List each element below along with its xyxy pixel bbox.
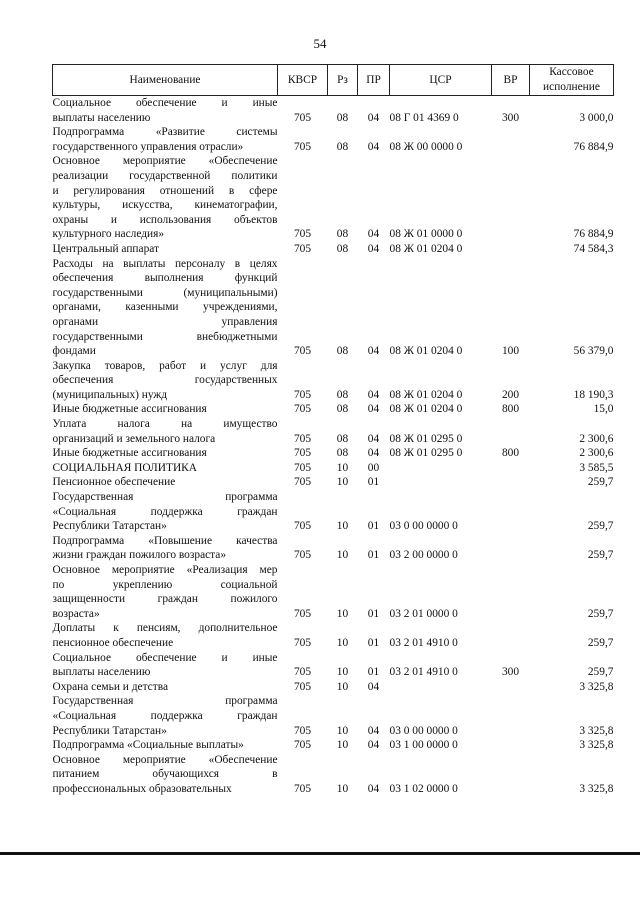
row-pr: 01 <box>367 520 380 533</box>
row-cash-execution: 259,7 <box>587 636 614 649</box>
row-name-line: органами управления <box>52 315 278 328</box>
table-row <box>53 417 614 446</box>
row-csr: 08 Ж 01 0204 0 <box>389 403 463 416</box>
row-rz: 10 <box>336 724 349 737</box>
row-name-line: выплаты населению <box>52 111 151 124</box>
row-name-line: организаций и земельного налога <box>52 432 216 445</box>
row-name-line: «Социальная поддержка граждан <box>52 709 278 722</box>
row-name-line: Социальное обеспечение и иные <box>52 651 278 664</box>
row-name <box>53 490 278 534</box>
table-row <box>53 402 614 417</box>
table-row <box>53 242 614 257</box>
row-csr: 08 Ж 01 0295 0 <box>389 432 463 445</box>
row-name-line: Республики Татарстан» <box>52 724 167 737</box>
row-pr: 04 <box>367 680 380 693</box>
row-kvsr: 705 <box>293 388 312 401</box>
row-pr: 04 <box>367 345 380 358</box>
row-vr <box>492 680 530 695</box>
row-name <box>53 694 278 738</box>
row-pr: 04 <box>367 140 380 153</box>
table-row <box>53 738 614 753</box>
row-name-line: Пенсионное обеспечение <box>52 476 176 489</box>
row-name-line: культурного наследия» <box>52 228 165 241</box>
row-rz: 08 <box>336 388 349 401</box>
row-name <box>53 475 278 490</box>
row-cash-execution: 18 190,3 <box>573 388 614 401</box>
row-csr: 03 0 00 0000 0 <box>389 724 458 737</box>
row-name <box>53 461 278 476</box>
row-kvsr: 705 <box>293 242 312 255</box>
row-name-line: Подпрограмма «Социальные выплаты» <box>52 739 244 752</box>
table-row <box>53 651 614 680</box>
row-csr: 08 Ж 00 0000 0 <box>389 140 463 153</box>
row-name <box>53 402 278 417</box>
row-name-line: профессиональных образовательных <box>52 782 232 795</box>
row-name-line: Основное мероприятие «Обеспечение <box>52 753 278 766</box>
header-csr: ЦСР <box>390 65 492 96</box>
row-kvsr: 705 <box>293 724 312 737</box>
table-row <box>53 534 614 563</box>
row-cash-execution: 74 584,3 <box>573 242 614 255</box>
row-name-line: питанием обучающихся в <box>52 768 278 781</box>
row-kvsr: 705 <box>293 403 312 416</box>
row-csr: 03 2 01 4910 0 <box>389 636 458 649</box>
row-name <box>53 738 278 753</box>
row-vr <box>492 534 530 563</box>
row-kvsr: 705 <box>293 739 312 752</box>
row-csr: 08 Ж 01 0295 0 <box>389 447 463 460</box>
row-cash-execution: 3 325,8 <box>579 724 614 737</box>
row-pr: 01 <box>367 549 380 562</box>
row-name-line: государственными (муниципальными) <box>52 286 278 299</box>
row-name <box>53 359 278 403</box>
row-rz: 10 <box>336 461 349 474</box>
row-name-line: Уплата налога на имущество <box>52 418 278 431</box>
row-cash-execution: 2 300,6 <box>579 447 614 460</box>
row-cash-execution: 2 300,6 <box>579 432 614 445</box>
row-pr: 04 <box>367 447 380 460</box>
row-pr: 00 <box>367 461 380 474</box>
header-rz: Рз <box>328 65 358 96</box>
row-name-line: охраны и использования объектов <box>52 213 278 226</box>
row-name <box>53 125 278 154</box>
row-pr: 01 <box>367 666 380 679</box>
row-rz: 08 <box>336 111 349 124</box>
report-sheet <box>52 64 613 797</box>
row-rz: 08 <box>336 447 349 460</box>
row-name-line: и регулирования отношений в сфере <box>52 184 278 197</box>
row-rz: 08 <box>336 432 349 445</box>
row-kvsr: 705 <box>293 782 312 795</box>
table-row <box>53 154 614 242</box>
row-kvsr: 705 <box>293 447 312 460</box>
row-name-line: возраста» <box>52 607 100 620</box>
row-rz: 10 <box>336 782 349 795</box>
row-cash-execution: 76 884,9 <box>573 228 614 241</box>
row-name-line: Подпрограмма «Повышение качества <box>52 534 278 547</box>
row-name-line: государственными внебюджетными <box>52 330 278 343</box>
table-row <box>53 446 614 461</box>
header-kvsr: КВСР <box>278 65 328 96</box>
row-pr: 04 <box>367 739 380 752</box>
row-name-line: Иные бюджетные ассигнования <box>52 447 207 460</box>
table-row <box>53 680 614 695</box>
row-kvsr: 705 <box>293 140 312 153</box>
row-csr: 08 Ж 01 0204 0 <box>389 388 463 401</box>
row-name <box>53 621 278 650</box>
row-name <box>53 96 278 126</box>
row-vr <box>492 753 530 797</box>
header-name: Наименование <box>53 65 278 96</box>
page-bottom-rule <box>0 852 640 855</box>
row-name-line: «Социальная поддержка граждан <box>52 505 278 518</box>
row-vr <box>492 621 530 650</box>
row-name-line: Центральный аппарат <box>52 242 160 255</box>
row-pr: 01 <box>367 476 380 489</box>
table-row <box>53 359 614 403</box>
row-cash-execution: 259,7 <box>587 520 614 533</box>
row-csr: 03 1 02 0000 0 <box>389 782 458 795</box>
row-name-line: защищенности граждан пожилого <box>52 593 278 606</box>
row-vr: 100 <box>501 345 520 358</box>
row-cash-execution: 3 000,0 <box>579 111 614 124</box>
row-csr <box>390 461 492 476</box>
row-name-line: фондами <box>52 345 96 358</box>
row-name-line: органами, казенными учреждениями, <box>52 301 278 314</box>
row-vr: 300 <box>501 666 520 679</box>
row-kvsr: 705 <box>293 549 312 562</box>
row-rz: 10 <box>336 680 349 693</box>
row-rz: 08 <box>336 242 349 255</box>
row-kvsr: 705 <box>293 345 312 358</box>
row-name-line: жизни граждан пожилого возраста» <box>52 549 227 562</box>
row-kvsr: 705 <box>293 520 312 533</box>
row-name-line: обеспечения выполнения функций <box>52 272 278 285</box>
row-name-line: реализации государственной политики <box>52 169 278 182</box>
row-vr <box>492 694 530 738</box>
row-cash-execution: 3 325,8 <box>579 739 614 752</box>
row-name-line: государственного управления отрасли» <box>52 140 244 153</box>
row-csr <box>390 680 492 695</box>
row-vr <box>492 461 530 476</box>
row-name-line: Иные бюджетные ассигнования <box>52 403 207 416</box>
row-pr: 04 <box>367 782 380 795</box>
header-vr: ВР <box>492 65 530 96</box>
row-name-line: по укреплению социальной <box>52 578 278 591</box>
row-cash-execution: 259,7 <box>587 549 614 562</box>
row-name-line: Расходы на выплаты персоналу в целях <box>52 257 278 270</box>
row-rz: 10 <box>336 607 349 620</box>
row-cash-execution: 259,7 <box>587 607 614 620</box>
row-vr: 800 <box>501 403 520 416</box>
row-csr: 08 Ж 01 0204 0 <box>389 345 463 358</box>
row-pr: 04 <box>367 388 380 401</box>
row-name <box>53 563 278 621</box>
row-vr <box>492 417 530 446</box>
row-cash-execution: 3 325,8 <box>579 680 614 693</box>
row-cash-execution: 259,7 <box>587 476 614 489</box>
row-vr <box>492 242 530 257</box>
row-kvsr: 705 <box>293 461 312 474</box>
row-name <box>53 242 278 257</box>
row-pr: 04 <box>367 432 380 445</box>
row-kvsr: 705 <box>293 607 312 620</box>
row-kvsr: 705 <box>293 666 312 679</box>
table-body <box>53 96 614 797</box>
table-header <box>53 65 614 96</box>
row-kvsr: 705 <box>293 432 312 445</box>
row-name <box>53 651 278 680</box>
row-rz: 10 <box>336 636 349 649</box>
row-rz: 08 <box>336 140 349 153</box>
table-row <box>53 125 614 154</box>
row-cash-execution: 3 585,5 <box>579 461 614 474</box>
header-cash-execution: Кассовое исполнение <box>530 65 614 96</box>
row-pr: 04 <box>367 724 380 737</box>
expenditure-table <box>52 64 614 797</box>
row-vr <box>492 125 530 154</box>
table-row <box>53 694 614 738</box>
row-csr: 03 1 00 0000 0 <box>389 739 458 752</box>
row-name <box>53 680 278 695</box>
row-vr: 300 <box>501 111 520 124</box>
row-rz: 10 <box>336 520 349 533</box>
row-name-line: (муниципальных) нужд <box>52 388 168 401</box>
table-row <box>53 490 614 534</box>
table-row <box>53 563 614 621</box>
row-name-line: Республики Татарстан» <box>52 520 167 533</box>
row-csr: 03 0 00 0000 0 <box>389 520 458 533</box>
row-name <box>53 446 278 461</box>
row-name-line: Закупка товаров, работ и услуг для <box>52 359 278 372</box>
row-name <box>53 753 278 797</box>
row-cash-execution: 56 379,0 <box>573 345 614 358</box>
row-name <box>53 417 278 446</box>
row-csr: 03 2 01 4910 0 <box>389 666 458 679</box>
row-kvsr: 705 <box>293 228 312 241</box>
row-name-line: СОЦИАЛЬНАЯ ПОЛИТИКА <box>52 461 198 474</box>
row-csr: 03 2 00 0000 0 <box>389 549 458 562</box>
row-csr: 08 Ж 01 0000 0 <box>389 228 463 241</box>
header-pr: ПР <box>358 65 390 96</box>
row-rz: 08 <box>336 403 349 416</box>
row-kvsr: 705 <box>293 476 312 489</box>
row-vr <box>492 154 530 242</box>
row-name-line: обеспечения государственных <box>52 374 278 387</box>
row-name-line: выплаты населению <box>52 666 151 679</box>
row-name-line: пенсионное обеспечение <box>52 636 174 649</box>
row-vr: 800 <box>501 447 520 460</box>
row-name-line: Доплаты к пенсиям, дополнительное <box>52 622 278 635</box>
row-name <box>53 534 278 563</box>
table-row <box>53 461 614 476</box>
table-row <box>53 621 614 650</box>
row-cash-execution: 15,0 <box>593 403 614 416</box>
table-row <box>53 96 614 126</box>
row-name-line: Подпрограмма «Развитие системы <box>52 126 278 139</box>
row-csr: 08 Ж 01 0204 0 <box>389 242 463 255</box>
row-kvsr: 705 <box>293 111 312 124</box>
row-pr: 04 <box>367 228 380 241</box>
row-csr <box>390 475 492 490</box>
page-number: 54 <box>313 36 327 51</box>
row-csr: 03 2 01 0000 0 <box>389 607 458 620</box>
table-row <box>53 475 614 490</box>
row-cash-execution: 259,7 <box>587 666 614 679</box>
row-cash-execution: 76 884,9 <box>573 140 614 153</box>
row-name-line: Основное мероприятие «Реализация мер <box>52 564 278 576</box>
row-pr: 01 <box>367 636 380 649</box>
row-rz: 10 <box>336 739 349 752</box>
row-pr: 04 <box>367 242 380 255</box>
row-pr: 04 <box>367 111 380 124</box>
row-name-line: Государственная программа <box>52 491 278 504</box>
row-cash-execution: 3 325,8 <box>579 782 614 795</box>
row-kvsr: 705 <box>293 636 312 649</box>
row-rz: 10 <box>336 666 349 679</box>
row-vr <box>492 738 530 753</box>
row-rz: 10 <box>336 549 349 562</box>
row-name-line: культуры, искусства, кинематографии, <box>52 199 278 212</box>
row-name-line: Социальное обеспечение и иные <box>52 97 278 109</box>
row-rz: 08 <box>336 228 349 241</box>
row-kvsr: 705 <box>293 680 312 693</box>
row-vr <box>492 475 530 490</box>
row-name-line: Основное мероприятие «Обеспечение <box>52 155 278 168</box>
row-rz: 10 <box>336 476 349 489</box>
row-pr: 01 <box>367 607 380 620</box>
row-vr <box>492 490 530 534</box>
table-row <box>53 753 614 797</box>
row-rz: 08 <box>336 345 349 358</box>
table-row <box>53 257 614 359</box>
row-name <box>53 154 278 242</box>
row-pr: 04 <box>367 403 380 416</box>
row-vr <box>492 563 530 621</box>
row-name <box>53 257 278 359</box>
row-csr: 08 Г 01 4369 0 <box>389 111 459 124</box>
row-vr: 200 <box>501 388 520 401</box>
row-name-line: Охрана семьи и детства <box>52 680 168 693</box>
row-name-line: Государственная программа <box>52 695 278 708</box>
